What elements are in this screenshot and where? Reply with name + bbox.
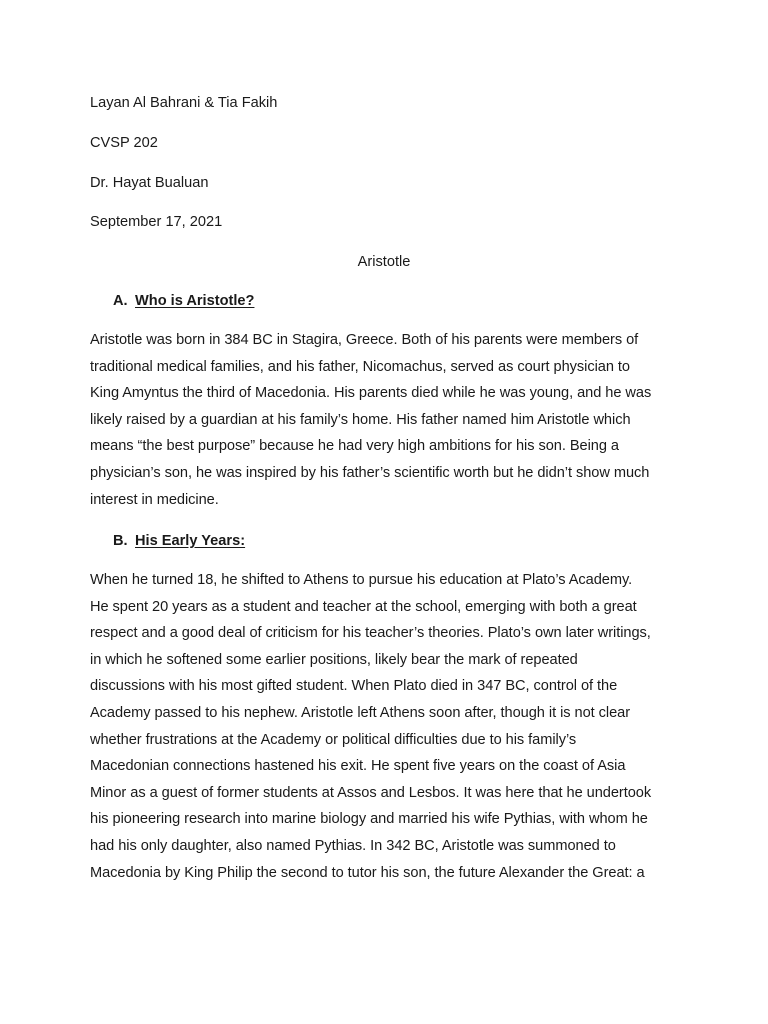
- paragraph-line: Aristotle was born in 384 BC in Stagira, Greece. Both of his parents were members of: [90, 332, 639, 348]
- paragraph-line: in which he softened some earlier positions, likely bear the mark of repeated: [90, 651, 578, 668]
- paragraph-line: traditional medical families, and his father, Nicomachus, served as court physician to: [90, 358, 630, 375]
- paragraph-line: respect and a good deal of criticism for his teacher’s theories. Plato’s own later writings,: [90, 625, 651, 642]
- author-names: Layan Al Bahrani & Tia Fakih: [90, 95, 278, 111]
- paragraph-line: Macedonian connections hastened his exit. He spent five years on the coast of Asia: [90, 758, 626, 775]
- section-b-paragraph: [90, 567, 690, 886]
- course-code: CVSP 202: [90, 135, 158, 151]
- paragraph-line: Macedonia by King Philip the second to tutor his son, the future Alexander the Great: a: [90, 864, 645, 881]
- section-heading-text: His Early Years:: [135, 533, 246, 549]
- paragraph-line: Minor as a guest of former students at Assos and Lesbos. It was here that he undertook: [90, 784, 652, 801]
- section-marker: A.: [113, 293, 128, 309]
- paragraph-line: likely raised by a guardian at his family’s home. His father named him Aristotle which: [90, 411, 631, 428]
- paragraph-line: King Amyntus the third of Macedonia. His parents died while he was young, and he was: [90, 385, 652, 402]
- paragraph-line: He spent 20 years as a student and teacher at the school, emerging with both a great: [90, 598, 637, 615]
- paragraph-line: his pioneering research into marine biology and married his wife Pythias, with whom he: [90, 811, 648, 828]
- instructor-name: Dr. Hayat Bualuan: [90, 175, 209, 191]
- document-date: September 17, 2021: [90, 214, 223, 230]
- paragraph-line: means “the best purpose” because he had very high ambitions for his son. Being a: [90, 438, 619, 455]
- paragraph-line: discussions with his most gifted student. When Plato died in 347 BC, control of the: [90, 678, 618, 695]
- paragraph-line: interest in medicine.: [90, 491, 219, 508]
- paragraph-line: had his only daughter, also named Pythias. In 342 BC, Aristotle was summoned to: [90, 837, 616, 854]
- document-title: Aristotle: [357, 254, 411, 270]
- paragraph-line: When he turned 18, he shifted to Athens to pursue his education at Plato’s Academy.: [90, 572, 633, 588]
- paragraph-line: whether frustrations at the Academy or political difficulties due to his family’s: [90, 731, 577, 748]
- paragraph-line: Academy passed to his nephew. Aristotle left Athens soon after, though it is not clear: [90, 704, 631, 721]
- section-marker: B.: [113, 533, 128, 549]
- section-heading-a: [113, 292, 254, 310]
- paragraph-line: physician’s son, he was inspired by his father’s scientific worth but he didn’t show much: [90, 464, 650, 481]
- section-heading-b: [113, 532, 245, 550]
- section-heading-text: Who is Aristotle?: [135, 293, 255, 309]
- section-a-paragraph: [90, 327, 690, 513]
